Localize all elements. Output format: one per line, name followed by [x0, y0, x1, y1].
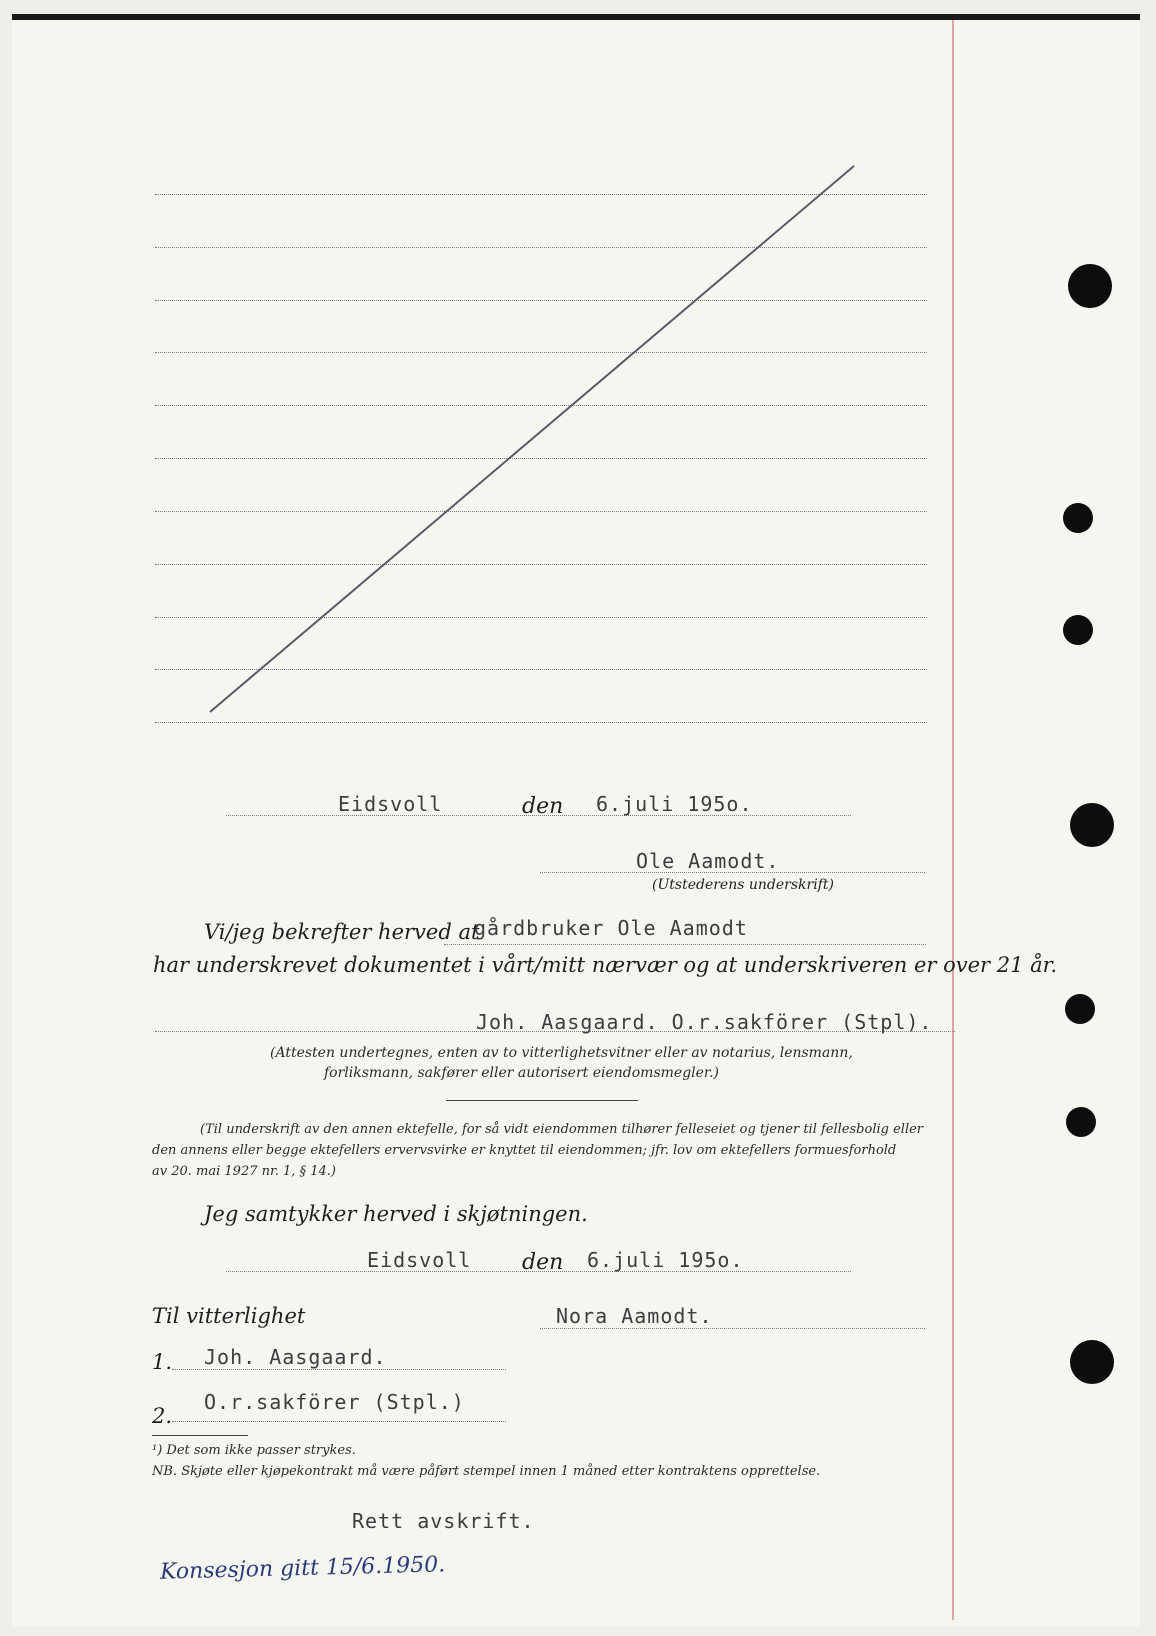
footnote-rule — [152, 1435, 248, 1436]
binder-hole — [1065, 994, 1095, 1024]
attestation-line2: har underskrevet dokumentet i vårt/mitt nærvær og at underskriveren er over 21 år. — [153, 953, 1058, 977]
certified-copy-text: Rett avskrift. — [352, 1509, 535, 1533]
footnote-2: NB. Skjøte eller kjøpekontrakt må være påført stempel innen 1 måned etter kontraktens opprettelse. — [152, 1464, 821, 1479]
witness-1-value: Joh. Aasgaard. — [204, 1345, 387, 1369]
handwritten-note: Konsesjon gitt 15/6.1950. — [159, 1552, 446, 1585]
witness-number: 1. — [152, 1350, 173, 1374]
divider — [446, 1100, 638, 1101]
consent-den-label: den — [522, 1250, 564, 1275]
binder-hole — [1070, 803, 1114, 847]
binder-hole — [1070, 1340, 1114, 1384]
attestation-prefix: Vi/jeg bekrefter herved at — [204, 920, 480, 944]
attestation-note-1: (Attesten undertegnes, enten av to vitterlighetsvitner eller av notarius, lensmann, — [270, 1045, 853, 1061]
footnote-1: ¹) Det som ikke passer strykes. — [152, 1443, 356, 1458]
spouse-note-1: (Til underskrift av den annen ektefelle, for så vidt eiendommen tilhører felleseiet og tjener til fellesbolig eller — [200, 1122, 924, 1137]
attestation-note-2: forliksmann, sakfører eller autorisert eiendomsmegler.) — [324, 1065, 719, 1081]
witness-heading: Til vitterlighet — [152, 1304, 306, 1328]
issuer-caption: (Utstederens underskrift) — [652, 877, 834, 893]
spouse-note-3: av 20. mai 1927 nr. 1, § 14.) — [152, 1164, 336, 1179]
consent-place: Eidsvoll — [367, 1248, 472, 1272]
place-text: Eidsvoll — [338, 792, 443, 816]
issuer-signature: Ole Aamodt. — [636, 849, 780, 873]
binder-hole — [1066, 1107, 1096, 1137]
attestation-value: gårdbruker Ole Aamodt — [474, 916, 748, 940]
den-label: den — [522, 794, 564, 819]
consent-date: 6.juli 195o. — [587, 1248, 744, 1272]
spouse-note-2: den annens eller begge ektefellers ervervsvirke er knyttet til eiendommen; jfr. lov om ektefellers formuesforhold — [152, 1143, 897, 1158]
date-text: 6.juli 195o. — [596, 792, 753, 816]
witness-2-value: O.r.sakförer (Stpl.) — [204, 1390, 465, 1414]
witness-number: 2. — [152, 1404, 173, 1428]
cancel-stroke — [0, 0, 1156, 800]
consent-text: Jeg samtykker herved i skjøtningen. — [204, 1202, 588, 1226]
consent-signature: Nora Aamodt. — [556, 1304, 713, 1328]
attestation-witness-signature: Joh. Aasgaard. O.r.sakförer (Stpl). — [476, 1010, 933, 1034]
